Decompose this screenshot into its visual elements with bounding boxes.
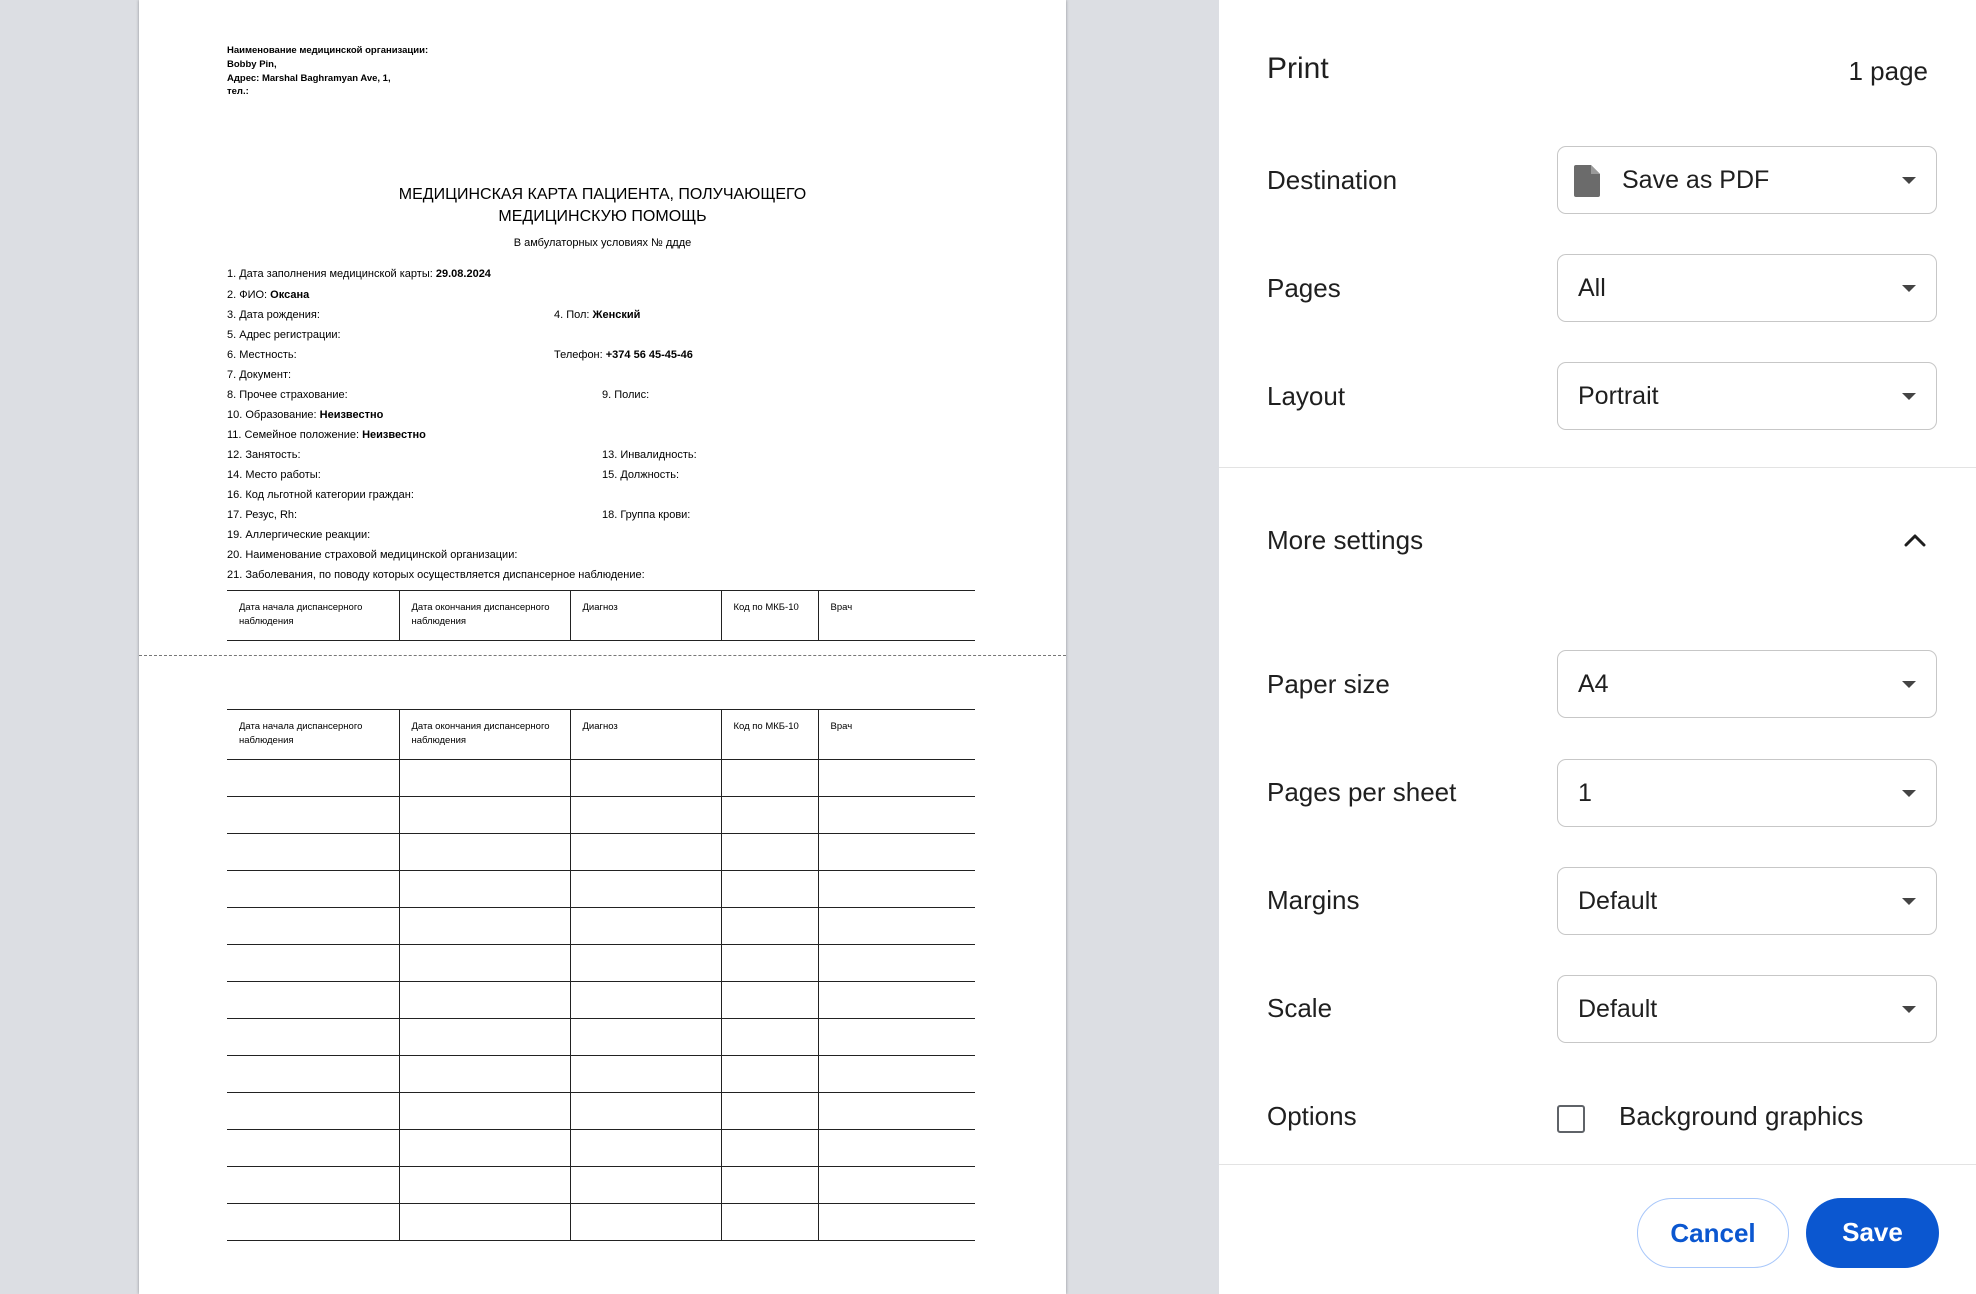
chevron-down-icon (1902, 177, 1916, 184)
field-position: 15. Должность: (602, 469, 680, 481)
margins-value: Default (1578, 887, 1658, 915)
field-rh-factor: 17. Резус, Rh: (227, 509, 298, 521)
pages-label: Pages (1267, 273, 1341, 303)
field-full-name: 2. ФИО: Оксана (227, 289, 310, 301)
field-diseases: 21. Заболевания, по поводу которых осуществляется диспансерное наблюдение: (227, 569, 645, 581)
field-marital-status: 11. Семейное положение: Неизвестно (227, 429, 426, 441)
pages-per-sheet-value: 1 (1578, 779, 1592, 807)
page-count: 1 page (1848, 56, 1928, 86)
margins-label: Margins (1267, 885, 1360, 915)
margins-select[interactable] (1557, 867, 1937, 935)
document-subtitle: В амбулаторных условиях № ддде (513, 237, 692, 249)
pages-select[interactable] (1557, 254, 1937, 322)
table-row (227, 871, 975, 908)
file-icon (1574, 165, 1600, 197)
table-header-cell: Код по МКБ-10 (721, 591, 818, 641)
table-header-cell: Дата окончания диспансерного наблюдения (399, 591, 570, 641)
table-header-row (227, 591, 975, 641)
chevron-down-icon (1902, 1006, 1916, 1013)
background-graphics-label[interactable]: Background graphics (1619, 1101, 1864, 1131)
table-row (227, 1056, 975, 1093)
table-header-cell: Диагноз (570, 710, 721, 760)
page-preview (139, 0, 1066, 1294)
layout-select[interactable] (1557, 362, 1937, 430)
layout-label: Layout (1267, 381, 1346, 411)
table-header-row (227, 710, 975, 760)
table-row (227, 1167, 975, 1204)
organization-block (227, 44, 428, 99)
field-benefit-code: 16. Код льготной категории граждан: (227, 489, 414, 501)
field-document: 7. Документ: (227, 369, 292, 381)
chevron-down-icon (1902, 681, 1916, 688)
table-header-cell: Диагноз (570, 591, 721, 641)
field-education: 10. Образование: Неизвестно (227, 409, 384, 421)
field-card-date: 1. Дата заполнения медицинской карты: 29.08.2024 (227, 268, 491, 280)
field-birth-date: 3. Дата рождения: (227, 309, 320, 321)
table-row (227, 797, 975, 834)
print-title: Print (1267, 52, 1329, 85)
table-header-cell: Дата начала диспансерного наблюдения (227, 710, 399, 760)
chevron-up-icon[interactable] (1903, 532, 1927, 548)
field-locality: 6. Местность: (227, 349, 297, 361)
org-line: Наименование медицинской организации: (227, 45, 429, 56)
field-address: 5. Адрес регистрации: (227, 329, 341, 341)
field-policy: 9. Полис: (602, 389, 650, 401)
field-phone: Телефон: +374 56 45-45-46 (554, 349, 693, 361)
section-divider (1219, 467, 1976, 468)
destination-select[interactable] (1557, 146, 1937, 214)
table-header-cell: Код по МКБ-10 (721, 710, 818, 760)
paper-size-label: Paper size (1267, 669, 1390, 699)
background-graphics-checkbox[interactable] (1557, 1105, 1585, 1133)
table-row (227, 908, 975, 945)
table-row (227, 945, 975, 982)
org-line: Адрес: Marshal Baghramyan Ave, 1, (227, 72, 391, 84)
page-break-line (139, 655, 1066, 656)
paper-size-select[interactable] (1557, 650, 1937, 718)
destination-value: Save as PDF (1622, 166, 1770, 194)
field-disability: 13. Инвалидность: (602, 449, 697, 461)
chevron-down-icon (1902, 285, 1916, 292)
save-button[interactable]: Save (1806, 1198, 1939, 1268)
table-row (227, 1019, 975, 1056)
table-header-cell: Врач (818, 710, 975, 760)
options-label: Options (1267, 1101, 1357, 1131)
document-title-line-1: МЕДИЦИНСКАЯ КАРТА ПАЦИЕНТА, ПОЛУЧАЮЩЕГО (398, 186, 807, 203)
scale-label: Scale (1267, 993, 1333, 1023)
field-other-insurance: 8. Прочее страхование: (227, 389, 348, 401)
scale-select[interactable] (1557, 975, 1937, 1043)
document-title-line-2: МЕДИЦИНСКУЮ ПОМОЩЬ (498, 208, 707, 225)
table-row (227, 760, 975, 797)
table-header-cell: Врач (818, 591, 975, 641)
pages-value: All (1578, 274, 1606, 302)
dispensary-table-page-2 (227, 709, 975, 1241)
org-line: Bobby Pin, (227, 58, 277, 70)
layout-value: Portrait (1578, 382, 1659, 410)
scale-value: Default (1578, 995, 1658, 1023)
paper-size-value: A4 (1578, 670, 1609, 698)
org-line: тел.: (227, 86, 249, 98)
table-row (227, 1130, 975, 1167)
table-row (227, 982, 975, 1019)
pages-per-sheet-select[interactable] (1557, 759, 1937, 827)
print-settings-panel (1219, 0, 1976, 1294)
chevron-down-icon (1902, 898, 1916, 905)
pages-per-sheet-label: Pages per sheet (1267, 777, 1457, 807)
field-sex: 4. Пол: Женский (554, 309, 641, 321)
chevron-down-icon (1902, 393, 1916, 400)
chevron-down-icon (1902, 790, 1916, 797)
table-row (227, 834, 975, 871)
footer-divider (1219, 1164, 1976, 1165)
destination-label: Destination (1267, 165, 1398, 195)
field-blood-group: 18. Группа крови: (602, 509, 691, 521)
table-row (227, 1204, 975, 1241)
field-workplace: 14. Место работы: (227, 469, 321, 481)
more-settings-toggle[interactable]: More settings (1267, 525, 1424, 555)
field-allergies: 19. Аллергические реакции: (227, 529, 371, 541)
table-row (227, 1093, 975, 1130)
cancel-button[interactable]: Cancel (1637, 1198, 1789, 1268)
field-employment: 12. Занятость: (227, 449, 301, 461)
table-header-cell: Дата окончания диспансерного наблюдения (399, 710, 570, 760)
field-insurance-org: 20. Наименование страховой медицинской организации: (227, 549, 518, 561)
dispensary-table-page-1 (227, 590, 975, 641)
table-header-cell: Дата начала диспансерного наблюдения (227, 591, 399, 641)
